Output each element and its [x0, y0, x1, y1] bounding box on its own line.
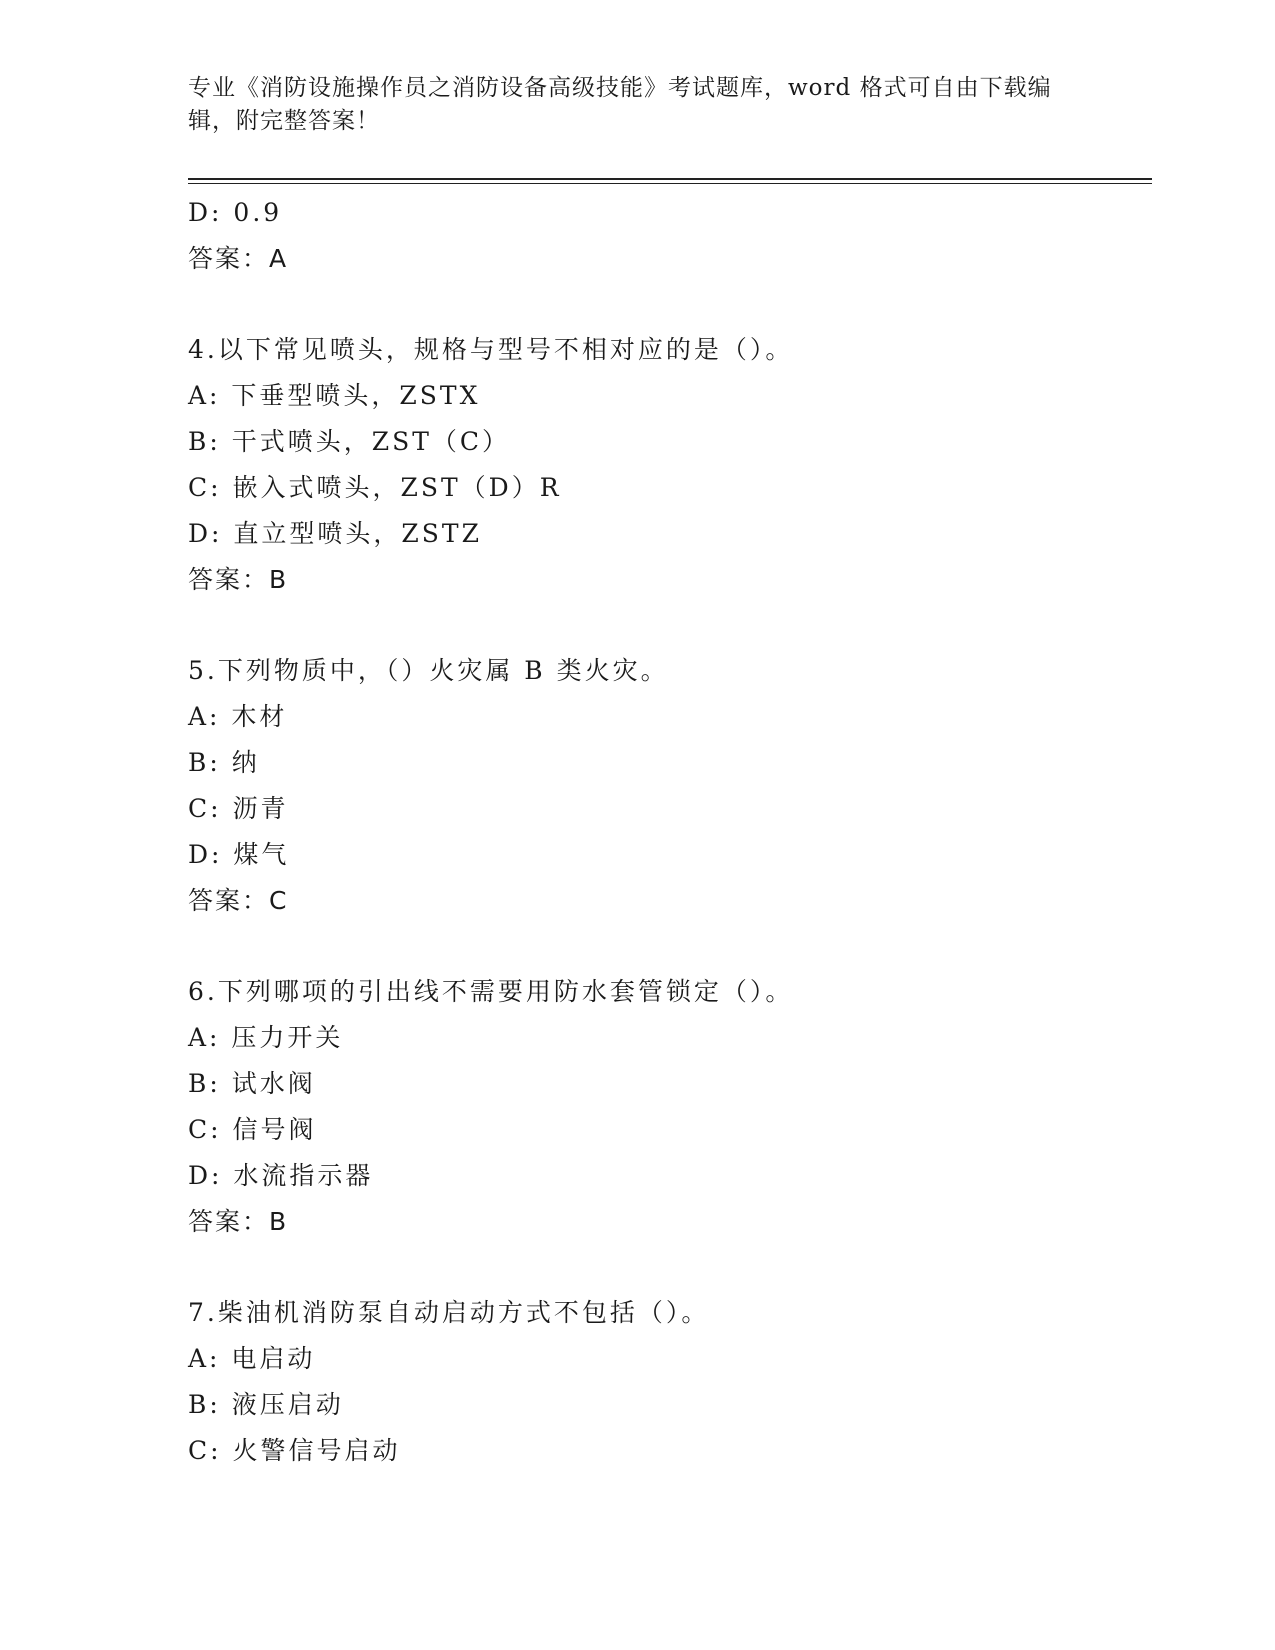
option-b: B: 纳 [188, 748, 260, 777]
spacer [188, 924, 1152, 969]
answer: 答案：B [188, 1207, 289, 1236]
option-d: D: 水流指示器 [188, 1161, 374, 1190]
header-divider-thin [188, 183, 1152, 184]
question-stem: 5.下列物质中，（）火灾属 B 类火灾。 [188, 656, 669, 685]
question-stem: 7.柴油机消防泵自动启动方式不包括（）。 [188, 1298, 710, 1327]
spacer [188, 282, 1152, 327]
option-d: D: 直立型喷头，ZSTZ [188, 519, 482, 548]
option-a: A: 下垂型喷头，ZSTX [188, 381, 481, 410]
option-b: B: 液压启动 [188, 1390, 344, 1419]
option-b: B: 干式喷头，ZST（C） [188, 427, 511, 456]
option-c: C: 信号阀 [188, 1115, 317, 1144]
answer: 答案：C [188, 886, 289, 915]
option-c: C: 沥青 [188, 794, 289, 823]
question-stem: 6.下列哪项的引出线不需要用防水套管锁定（）。 [188, 977, 794, 1006]
question-block-4 [188, 327, 1152, 603]
spacer [188, 1245, 1152, 1290]
header-title-line-2: 辑，附完整答案！ [188, 108, 380, 134]
answer: 答案：A [188, 244, 289, 273]
page-header [188, 72, 1088, 138]
option-d: D: 煤气 [188, 840, 290, 869]
option-a: A: 电启动 [188, 1344, 316, 1373]
option-a: A: 压力开关 [188, 1023, 344, 1052]
question-content [188, 190, 1152, 1474]
answer: 答案：B [188, 565, 289, 594]
option-c: C: 火警信号启动 [188, 1436, 401, 1465]
header-divider-thick [188, 178, 1152, 180]
question-block-5 [188, 648, 1152, 924]
header-title-line-1: 专业《消防设施操作员之消防设备高级技能》考试题库，word 格式可自由下载编 [188, 75, 1052, 101]
option-a: A: 木材 [188, 702, 288, 731]
spacer [188, 603, 1152, 648]
option-d: D: 0.9 [188, 198, 283, 227]
question-block-6 [188, 969, 1152, 1245]
option-c: C: 嵌入式喷头，ZST（D）R [188, 473, 562, 502]
question-block-7 [188, 1290, 1152, 1474]
question-stem: 4.以下常见喷头，规格与型号不相对应的是（）。 [188, 335, 794, 364]
option-b: B: 试水阀 [188, 1069, 316, 1098]
